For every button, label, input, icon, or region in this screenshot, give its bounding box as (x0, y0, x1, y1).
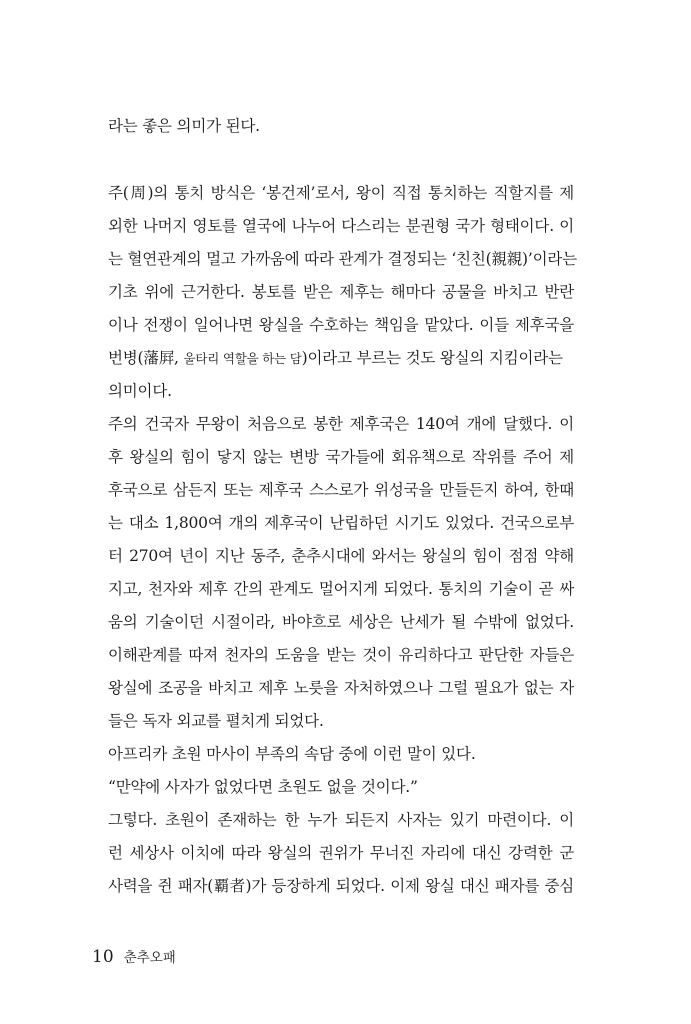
text-line: 움의 기술이던 시절이라, 바야흐로 세상은 난세가 될 수밖에 없었다. (108, 613, 574, 631)
text-line: 기초 위에 근거한다. 봉토를 받은 제후는 해마다 공물을 바치고 반란 (108, 283, 574, 301)
text-line: “만약에 사자가 없었다면 초원도 없을 것이다.” (108, 778, 418, 796)
text-line: 사력을 쥔 패자(覇者)가 등장하게 되었다. 이제 왕실 대신 패자를 중심 (108, 877, 574, 895)
text-line: 아프리카 초원 마사이 부족의 속담 중에 이런 말이 있다. (108, 745, 476, 763)
text-line: 외한 나머지 영토를 열국에 나누어 다스리는 분권형 국가 형태이다. 이 (108, 217, 574, 235)
text-line: 는 혈연관계의 멀고 가까움에 따라 관계가 결정되는 ‘친친(親親)’이라는 (108, 250, 577, 268)
page-number: 10 (92, 947, 114, 967)
text-line: 는 대소 1,800여 개의 제후국이 난립하던 시기도 있었다. 건국으로부 (108, 514, 574, 532)
text-line: 주의 건국자 무왕이 처음으로 봉한 제후국은 140여 개에 달했다. 이 (108, 415, 574, 433)
text-line: 터 270여 년이 지난 동주, 춘추시대에 와서는 왕실의 힘이 점점 약해 (108, 547, 574, 565)
text-line: 이나 전쟁이 일어나면 왕실을 수호하는 책임을 맡았다. 이들 제후국을 (108, 316, 574, 334)
text-line: 그렇다. 초원이 존재하는 한 누가 되든지 사자는 있기 마련이다. 이 (108, 811, 574, 829)
text-line: 의미이다. (108, 382, 172, 400)
page-footer (92, 946, 176, 967)
text-line: 후국으로 삼든지 또는 제후국 스스로가 위성국을 만들든지 하여, 한때 (108, 481, 574, 499)
text-line: 후 왕실의 힘이 닿지 않는 변방 국가들에 회유책으로 작위를 주어 제 (108, 448, 574, 466)
text-segment: )이라고 부르는 것도 왕실의 지킴이라는 (301, 349, 563, 367)
text-line (108, 348, 563, 369)
text-segment: 번병(藩屛, (108, 349, 184, 367)
text-line: 라는 좋은 의미가 된다. (108, 117, 260, 135)
text-line: 주(周)의 통치 방식은 ‘봉건제’로서, 왕이 직접 통치하는 직할지를 제 (108, 184, 574, 202)
text-line: 왕실에 조공을 바치고 제후 노릇을 자처하였으나 그럴 필요가 없는 자 (108, 679, 574, 697)
text-line: 지고, 천자와 제후 간의 관계도 멀어지게 되었다. 통치의 기술이 곧 싸 (108, 580, 574, 598)
text-line: 이해관계를 따져 천자의 도움을 받는 것이 유리하다고 판단한 자들은 (108, 646, 574, 664)
text-line: 런 세상사 이치에 따라 왕실의 권위가 무너진 자리에 대신 강력한 군 (108, 844, 574, 862)
text-line: 들은 독자 외교를 펼치게 되었다. (108, 712, 324, 730)
book-title: 춘추오패 (123, 950, 176, 966)
annotation-text: 울타리 역할을 하는 담 (183, 351, 302, 366)
